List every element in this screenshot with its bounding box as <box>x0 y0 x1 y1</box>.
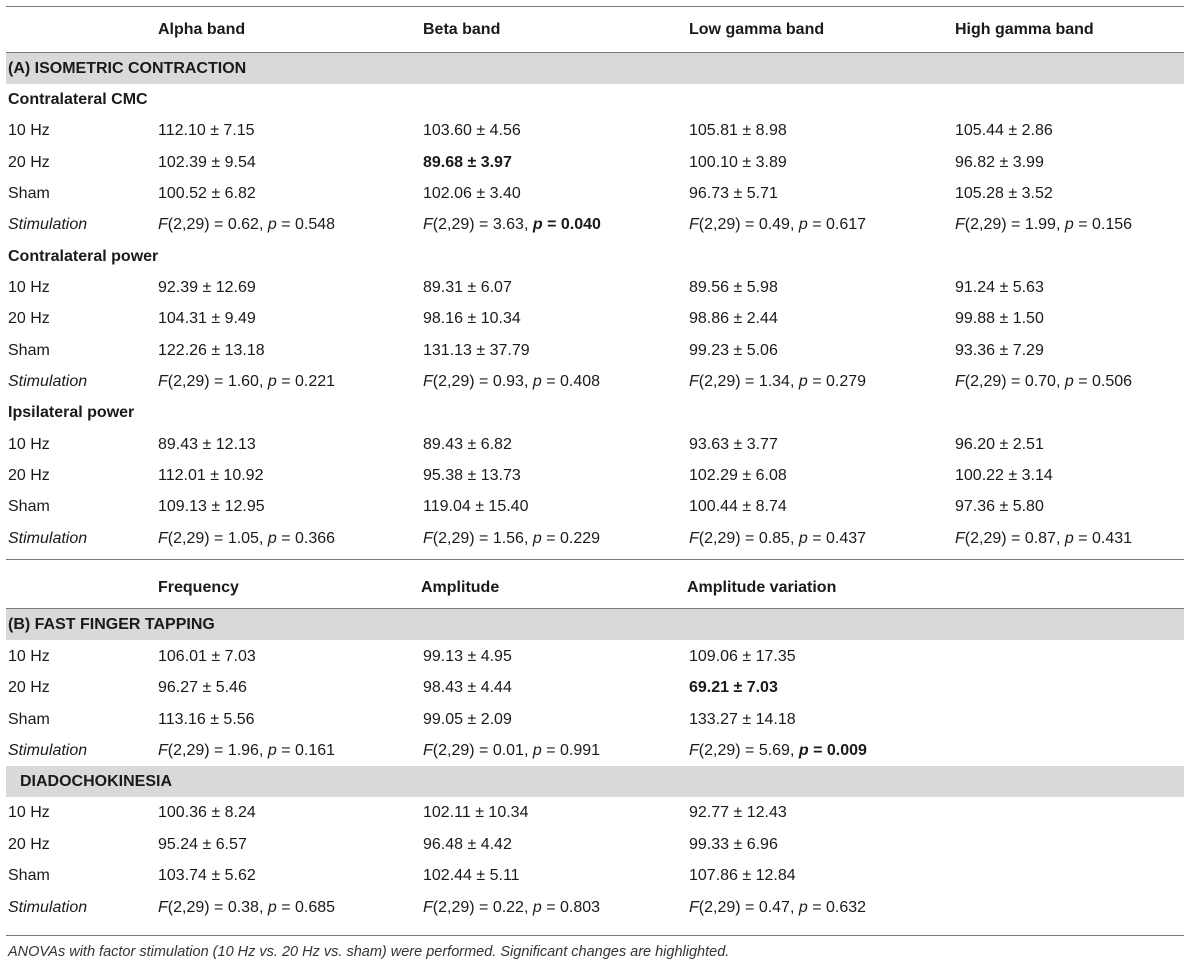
stat-cell: F(2,29) = 1.05, p = 0.366 <box>158 530 336 547</box>
table-row <box>0 860 1200 891</box>
table-cell: 95.38 ± 13.73 <box>423 467 521 484</box>
row-label: 20 Hz <box>8 310 50 327</box>
table-cell: 103.60 ± 4.56 <box>423 122 521 139</box>
table-row <box>0 303 1200 334</box>
column-header-beta: Beta band <box>423 21 501 38</box>
column-header-frequency: Frequency <box>158 579 239 596</box>
stimulation-row <box>0 366 1200 397</box>
row-label: 20 Hz <box>8 467 50 484</box>
table-cell: 100.36 ± 8.24 <box>158 804 256 821</box>
stat-cell: F(2,29) = 0.70, p = 0.506 <box>955 373 1133 390</box>
row-label: Sham <box>8 867 50 884</box>
stimulation-row <box>0 892 1200 923</box>
table-cell: 103.74 ± 5.62 <box>158 867 256 884</box>
stimulation-row <box>0 735 1200 766</box>
stat-cell: F(2,29) = 1.56, p = 0.229 <box>423 530 601 547</box>
section-title-isometric: (A) ISOMETRIC CONTRACTION <box>8 60 247 77</box>
table-cell: 119.04 ± 15.40 <box>423 498 529 515</box>
table-row <box>0 829 1200 860</box>
divider-rule <box>6 559 1184 560</box>
table-row <box>0 641 1200 672</box>
table-cell: 100.22 ± 3.14 <box>955 467 1053 484</box>
table-cell-significant: 89.68 ± 3.97 <box>423 154 512 171</box>
table-cell: 96.20 ± 2.51 <box>955 436 1044 453</box>
table-cell: 89.31 ± 6.07 <box>423 279 512 296</box>
row-label: Stimulation <box>8 742 88 759</box>
stat-cell: F(2,29) = 0.85, p = 0.437 <box>689 530 867 547</box>
section-title-row <box>0 609 1200 640</box>
table-cell: 99.23 ± 5.06 <box>689 342 778 359</box>
table-cell: 99.33 ± 6.96 <box>689 836 778 853</box>
row-label: Stimulation <box>8 899 88 916</box>
row-label: 20 Hz <box>8 154 50 171</box>
table-cell: 102.39 ± 9.54 <box>158 154 256 171</box>
group-title-row <box>0 241 1200 272</box>
table-cell: 96.82 ± 3.99 <box>955 154 1044 171</box>
stat-cell: F(2,29) = 0.22, p = 0.803 <box>423 899 601 916</box>
table-cell: 105.81 ± 8.98 <box>689 122 787 139</box>
row-label: Stimulation <box>8 373 88 390</box>
stat-cell: F(2,29) = 1.60, p = 0.221 <box>158 373 336 390</box>
stat-cell-significant: F(2,29) = 3.63, p = 0.040 <box>423 216 601 233</box>
table-cell: 93.63 ± 3.77 <box>689 436 778 453</box>
table-cell: 95.24 ± 6.57 <box>158 836 247 853</box>
table-cell: 98.43 ± 4.44 <box>423 679 512 696</box>
table-cell: 105.44 ± 2.86 <box>955 122 1053 139</box>
row-label: 10 Hz <box>8 804 50 821</box>
table-cell: 102.29 ± 6.08 <box>689 467 787 484</box>
stat-cell: F(2,29) = 0.49, p = 0.617 <box>689 216 867 233</box>
table-cell: 96.27 ± 5.46 <box>158 679 247 696</box>
table-cell: 113.16 ± 5.56 <box>158 711 255 728</box>
row-label: 10 Hz <box>8 648 50 665</box>
table-row <box>0 672 1200 703</box>
stat-cell: F(2,29) = 0.93, p = 0.408 <box>423 373 601 390</box>
table-cell-significant: 69.21 ± 7.03 <box>689 679 778 696</box>
table-cell: 97.36 ± 5.80 <box>955 498 1044 515</box>
section-title-row <box>0 53 1200 84</box>
row-label: Stimulation <box>8 530 88 547</box>
table-cell: 98.86 ± 2.44 <box>689 310 778 327</box>
table-cell: 93.36 ± 7.29 <box>955 342 1044 359</box>
table-row <box>0 272 1200 303</box>
top-rule <box>6 6 1184 7</box>
table-cell: 96.73 ± 5.71 <box>689 185 778 202</box>
table-row <box>0 429 1200 460</box>
group-title-row <box>0 84 1200 115</box>
table-cell: 100.44 ± 8.74 <box>689 498 787 515</box>
table-cell: 89.43 ± 6.82 <box>423 436 512 453</box>
table-cell: 104.31 ± 9.49 <box>158 310 256 327</box>
row-label: Stimulation <box>8 216 88 233</box>
group-title-row <box>0 397 1200 428</box>
table-cell: 92.77 ± 12.43 <box>689 804 787 821</box>
table-row <box>0 115 1200 146</box>
table-cell: 99.88 ± 1.50 <box>955 310 1044 327</box>
stat-cell: F(2,29) = 1.34, p = 0.279 <box>689 373 867 390</box>
section-title-fast-finger-tapping: (B) FAST FINGER TAPPING <box>8 616 215 633</box>
table-cell: 109.06 ± 17.35 <box>689 648 796 665</box>
row-label: 10 Hz <box>8 122 50 139</box>
table-cell: 92.39 ± 12.69 <box>158 279 256 296</box>
table-cell: 102.44 ± 5.11 <box>423 867 520 884</box>
table-cell: 89.43 ± 12.13 <box>158 436 256 453</box>
stimulation-row <box>0 523 1200 554</box>
stat-cell: F(2,29) = 0.87, p = 0.431 <box>955 530 1133 547</box>
column-header-high-gamma: High gamma band <box>955 21 1094 38</box>
table-cell: 122.26 ± 13.18 <box>158 342 265 359</box>
stat-cell: F(2,29) = 0.62, p = 0.548 <box>158 216 336 233</box>
row-label: 20 Hz <box>8 679 50 696</box>
table-cell: 99.13 ± 4.95 <box>423 648 512 665</box>
table-row <box>0 147 1200 178</box>
table-footnote: ANOVAs with factor stimulation (10 Hz vs. 20 Hz vs. sham) were performed. Significant changes are highlighted. <box>8 944 730 960</box>
table-cell: 133.27 ± 14.18 <box>689 711 796 728</box>
row-label: Sham <box>8 185 50 202</box>
section-title-diadochokinesia: DIADOCHOKINESIA <box>20 773 173 790</box>
row-label: 20 Hz <box>8 836 50 853</box>
table-row <box>0 704 1200 735</box>
row-label: Sham <box>8 711 50 728</box>
column-header-row-b <box>0 572 1200 603</box>
column-header-alpha: Alpha band <box>158 21 246 38</box>
table-row <box>0 178 1200 209</box>
table-cell: 98.16 ± 10.34 <box>423 310 521 327</box>
table-cell: 105.28 ± 3.52 <box>955 185 1053 202</box>
table-row <box>0 335 1200 366</box>
group-title-contralateral-cmc: Contralateral CMC <box>8 91 148 108</box>
column-header-row-a <box>0 14 1200 45</box>
column-header-amplitude: Amplitude <box>421 579 500 596</box>
table-cell: 109.13 ± 12.95 <box>158 498 265 515</box>
stat-cell: F(2,29) = 1.99, p = 0.156 <box>955 216 1133 233</box>
table-cell: 91.24 ± 5.63 <box>955 279 1044 296</box>
table-cell: 100.10 ± 3.89 <box>689 154 787 171</box>
table-cell: 102.11 ± 10.34 <box>423 804 529 821</box>
table-cell: 89.56 ± 5.98 <box>689 279 778 296</box>
row-label: Sham <box>8 498 50 515</box>
table-cell: 131.13 ± 37.79 <box>423 342 530 359</box>
table-cell: 102.06 ± 3.40 <box>423 185 521 202</box>
table-row <box>0 491 1200 522</box>
table-row <box>0 797 1200 828</box>
table-cell: 107.86 ± 12.84 <box>689 867 796 884</box>
table-cell: 99.05 ± 2.09 <box>423 711 512 728</box>
stat-cell: F(2,29) = 1.96, p = 0.161 <box>158 742 336 759</box>
section-title-row <box>0 766 1200 797</box>
row-label: 10 Hz <box>8 436 50 453</box>
table-row <box>0 460 1200 491</box>
bottom-rule <box>6 935 1184 936</box>
table-cell: 96.48 ± 4.42 <box>423 836 512 853</box>
stat-cell: F(2,29) = 0.47, p = 0.632 <box>689 899 867 916</box>
table-cell: 112.01 ± 10.92 <box>158 467 264 484</box>
row-label: 10 Hz <box>8 279 50 296</box>
stat-cell: F(2,29) = 0.01, p = 0.991 <box>423 742 601 759</box>
table-cell: 100.52 ± 6.82 <box>158 185 256 202</box>
stat-cell-significant: F(2,29) = 5.69, p = 0.009 <box>689 742 867 759</box>
column-header-low-gamma: Low gamma band <box>689 21 825 38</box>
group-title-contralateral-power: Contralateral power <box>8 248 159 265</box>
column-header-amplitude-variation: Amplitude variation <box>687 579 837 596</box>
table-cell: 106.01 ± 7.03 <box>158 648 256 665</box>
row-label: Sham <box>8 342 50 359</box>
stat-cell: F(2,29) = 0.38, p = 0.685 <box>158 899 336 916</box>
table-cell: 112.10 ± 7.15 <box>158 122 255 139</box>
group-title-ipsilateral-power: Ipsilateral power <box>8 404 135 421</box>
stimulation-row <box>0 209 1200 240</box>
